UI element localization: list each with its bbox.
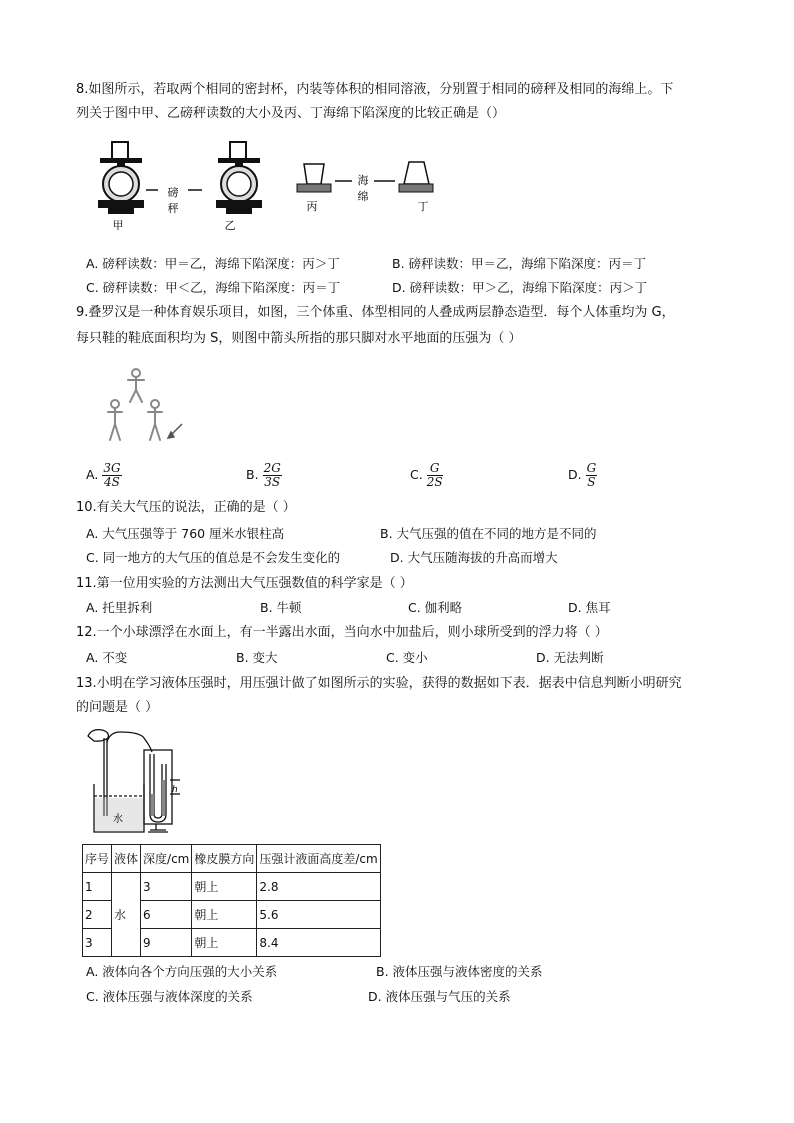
cell-direction: 朝上 [192, 901, 257, 929]
q12-option-c[interactable]: C. 变小 [386, 650, 428, 665]
cell-no: 1 [83, 873, 112, 901]
scale-jia-illustration [98, 142, 144, 214]
sponge-label-1: 海 [357, 174, 369, 187]
q10-option-d[interactable]: D. 大气压随海拔的升高而增大 [390, 550, 558, 565]
header-cell: 液体 [112, 845, 141, 873]
cell-direction: 朝上 [192, 929, 257, 957]
q12-stem: 12.一个小球漂浮在水面上，有一半露出水面，当向水中加盐后，则小球所受到的浮力将（ ） [76, 625, 608, 640]
cell-liquid: 水 [112, 873, 141, 957]
q9-stem-line2: 每只鞋的鞋底面积均为 S，则图中箭头所指的那只脚对水平地面的压强为（ ） [76, 331, 522, 346]
header-cell: 压强计液面高度差/cm [257, 845, 380, 873]
q13-option-c[interactable]: C. 液体压强与液体深度的关系 [86, 989, 253, 1004]
sponge-ding-illustration [399, 162, 433, 192]
scale-yi-illustration [216, 142, 262, 214]
cell-depth: 9 [141, 929, 192, 957]
cell-height-diff: 2.8 [257, 873, 380, 901]
q9-option-c[interactable]: C. $\frac{G}{2S}$ [410, 461, 443, 489]
q11-stem: 11.第一位用实验的方法测出大气压强数值的科学家是（ ） [76, 576, 413, 591]
q11-option-c[interactable]: C. 伽利略 [408, 600, 463, 615]
q9-option-a[interactable]: A. $\frac{3G}{4S}$ [86, 461, 121, 489]
q13-option-d[interactable]: D. 液体压强与气压的关系 [368, 989, 511, 1004]
q11-option-b[interactable]: B. 牛顿 [260, 600, 302, 615]
q11-option-d[interactable]: D. 焦耳 [568, 600, 611, 615]
water-label: 水 [113, 814, 123, 825]
q8-stem-line2: 列关于图中甲、乙磅秤读数的大小及丙、丁海绵下陷深度的比较正确是（） [76, 106, 506, 121]
q9-option-d[interactable]: D. $\frac{G}{S}$ [568, 461, 597, 489]
q8-stem-line1: 8.如图所示，若取两个相同的密封杯，内装等体积的相同溶液，分别置于相同的磅秤及相同的海绵上。下 [76, 82, 674, 97]
q11-option-a[interactable]: A. 托里拆利 [86, 600, 153, 615]
table-row [83, 873, 381, 901]
q8-option-a[interactable]: A. 磅秤读数：甲＝乙，海绵下陷深度：丙＞丁 [86, 256, 340, 271]
q8-option-b[interactable]: B. 磅秤读数：甲＝乙，海绵下陷深度：丙＝丁 [392, 256, 647, 271]
cell-direction: 朝上 [192, 873, 257, 901]
q13-option-b[interactable]: B. 液体压强与液体密度的关系 [376, 964, 543, 979]
q10-stem: 10.有关大气压的说法，正确的是（ ） [76, 500, 296, 515]
q13-option-a[interactable]: A. 液体向各个方向压强的大小关系 [86, 964, 278, 979]
cell-no: 3 [83, 929, 112, 957]
q10-option-a[interactable]: A. 大气压强等于 760 厘米水银柱高 [86, 526, 285, 541]
scale-label-1: 磅 [167, 186, 179, 199]
q12-option-d[interactable]: D. 无法判断 [536, 650, 604, 665]
q8-option-c[interactable]: C. 磅秤读数：甲＜乙，海绵下陷深度：丙＝丁 [86, 280, 341, 295]
table-header-row [83, 845, 381, 873]
q9-stem-line1: 9.叠罗汉是一种体育娱乐项目，如图，三个体重、体型相同的人叠成两层静态造型．每个人体重均为 G， [76, 305, 675, 320]
cell-height-diff: 8.4 [257, 929, 380, 957]
q10-option-b[interactable]: B. 大气压强的值在不同的地方是不同的 [380, 526, 597, 541]
q10-option-c[interactable]: C. 同一地方的大气压的值总是不会发生变化的 [86, 550, 341, 565]
h-label: h [172, 785, 178, 795]
scale-label-2: 秤 [167, 202, 179, 215]
cell-depth: 3 [141, 873, 192, 901]
sponge-label-2: 绵 [357, 190, 369, 203]
header-cell: 深度/cm [141, 845, 192, 873]
label-bing: 丙 [306, 200, 318, 213]
q13-data-table [82, 844, 381, 957]
cell-depth: 6 [141, 901, 192, 929]
label-jia: 甲 [112, 219, 124, 232]
q9-option-b[interactable]: B. $\frac{2G}{3S}$ [246, 461, 281, 489]
q13-pressure-gauge-figure [80, 724, 190, 840]
cell-height-diff: 5.6 [257, 901, 380, 929]
header-cell: 橡皮膜方向 [192, 845, 257, 873]
q13-stem-line1: 13.小明在学习液体压强时，用压强计做了如图所示的实验，获得的数据如下表．据表中信息判断小明研究 [76, 676, 682, 691]
cell-no: 2 [83, 901, 112, 929]
q8-option-d[interactable]: D. 磅秤读数：甲＞乙，海绵下陷深度：丙＞丁 [392, 280, 648, 295]
q12-option-b[interactable]: B. 变大 [236, 650, 278, 665]
label-yi: 乙 [224, 219, 236, 232]
q13-stem-line2: 的问题是（ ） [76, 700, 159, 715]
q9-human-pyramid-figure [100, 366, 190, 450]
sponge-bing-illustration [297, 164, 331, 192]
q12-option-a[interactable]: A. 不变 [86, 650, 128, 665]
label-ding: 丁 [417, 200, 429, 213]
q8-figure [90, 136, 450, 236]
header-cell: 序号 [83, 845, 112, 873]
